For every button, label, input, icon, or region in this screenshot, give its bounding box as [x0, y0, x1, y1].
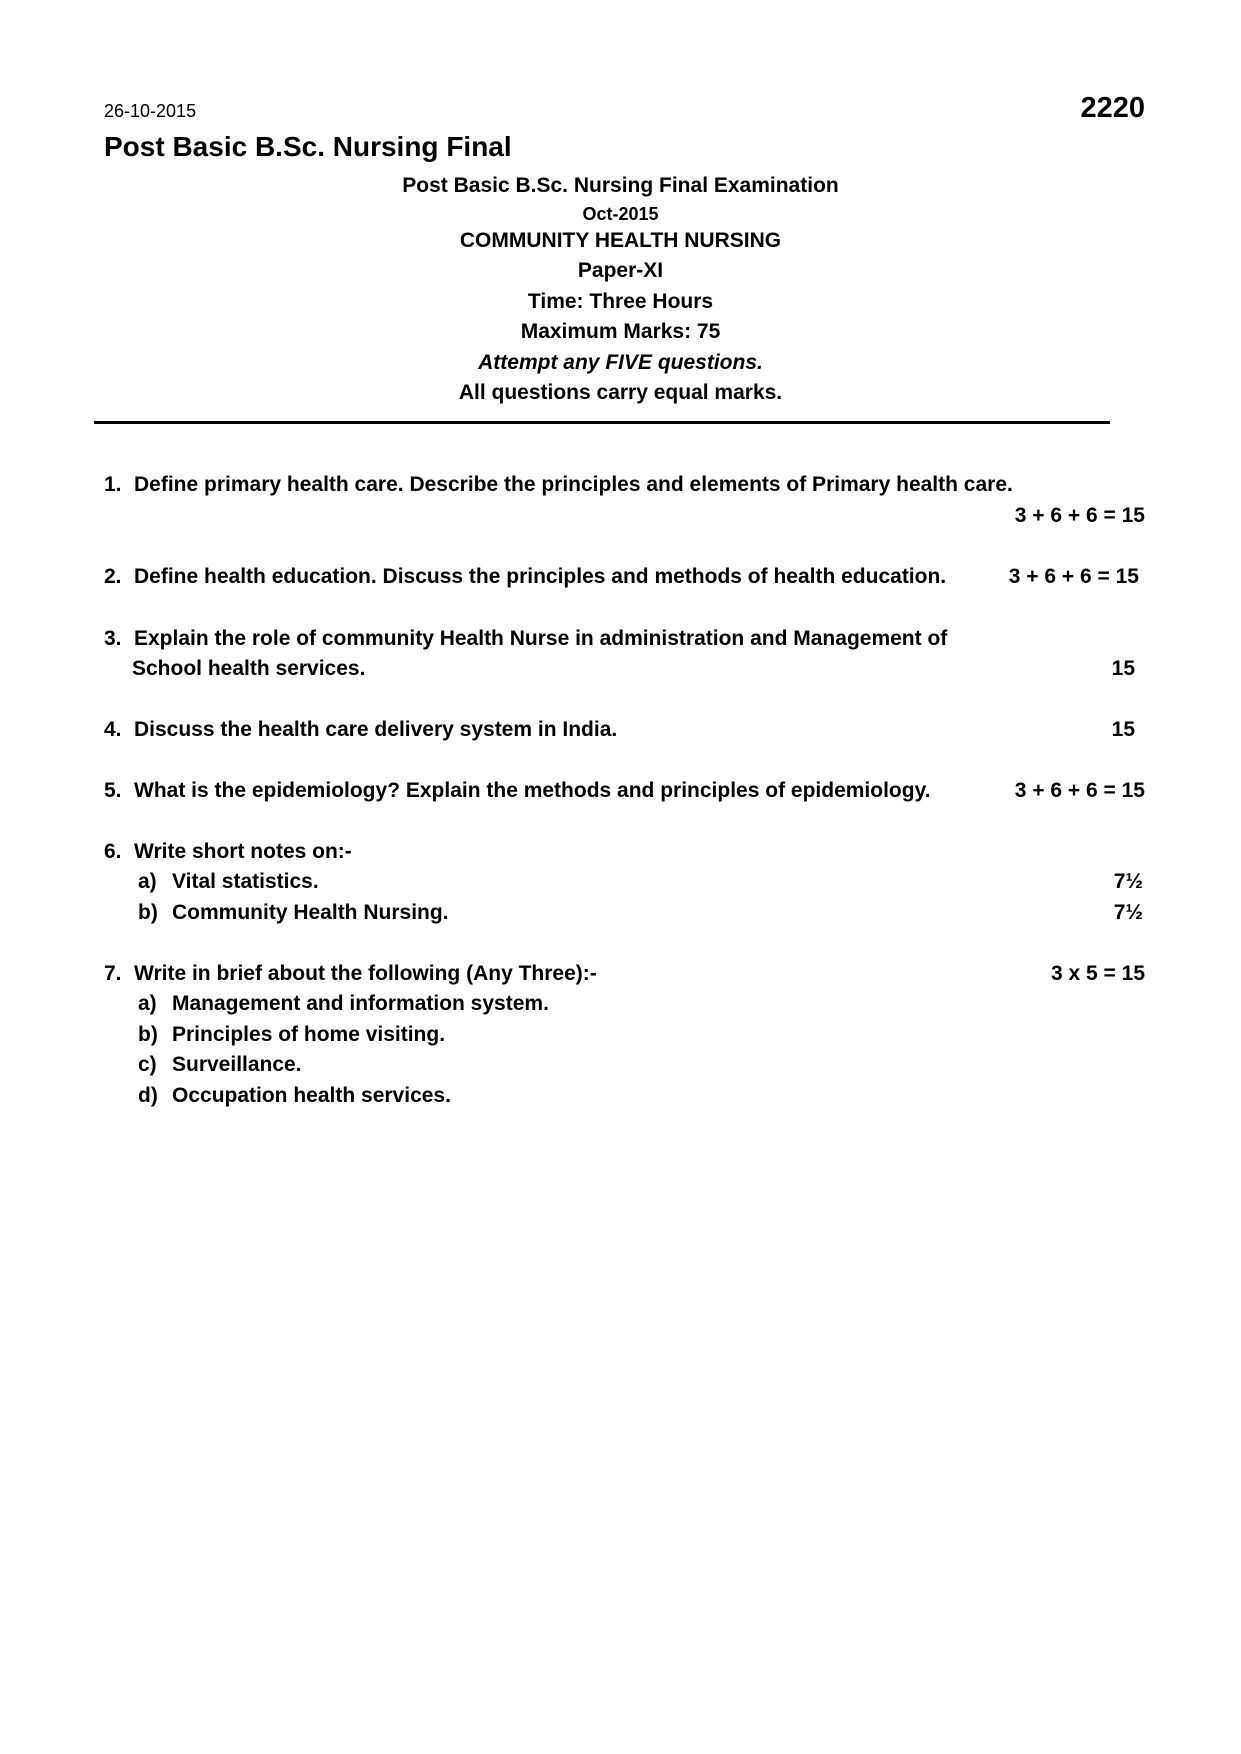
question-text: Write short notes on:-: [134, 840, 352, 863]
sub-question-letter: d): [138, 1084, 158, 1107]
question-text-continued: School health services.: [132, 657, 366, 680]
header-divider: [94, 421, 1110, 424]
sub-question-text: Vital statistics.: [172, 870, 319, 893]
sub-question-6a: [138, 870, 319, 894]
marks-note: All questions carry equal marks.: [458, 381, 783, 404]
question-text: Explain the role of community Health Nurse in administration and Management of: [134, 627, 948, 650]
sub-question-letter: b): [138, 901, 158, 924]
question-2: [104, 565, 1145, 589]
sub-question-letter: c): [138, 1053, 157, 1076]
question-text: Define health education. Discuss the principles and methods of health education.: [134, 565, 947, 588]
instruction-text: Attempt any FIVE questions.: [478, 350, 763, 374]
sub-question-letter: a): [138, 992, 157, 1015]
sub-question-text: Surveillance.: [172, 1053, 302, 1076]
question-7: [104, 962, 1145, 1107]
exam-date: 26-10-2015: [104, 101, 197, 121]
paper-number: Paper-XI: [577, 259, 664, 282]
question-text: Discuss the health care delivery system in India.: [134, 718, 618, 741]
time-allowed: Time: Three Hours: [527, 289, 714, 313]
question-3: [104, 627, 1145, 680]
sub-question-letter: b): [138, 1023, 158, 1046]
question-text: Define primary health care. Describe the principles and elements of Primary health care.: [134, 473, 1013, 496]
question-number: 6.: [104, 840, 122, 863]
paper-code: 2220: [1080, 92, 1145, 124]
question-4: [104, 718, 1145, 742]
question-6: [104, 840, 1145, 924]
question-number: 3.: [104, 627, 122, 650]
question-number: 2.: [104, 565, 122, 588]
question-marks: 3 + 6 + 6 = 15: [1014, 779, 1145, 802]
question-number: 1.: [104, 473, 122, 496]
question-marks: 15: [1111, 657, 1135, 680]
sub-question-text: Management and information system.: [172, 992, 549, 1015]
course-title: Post Basic B.Sc. Nursing Final: [104, 131, 512, 162]
sub-question-marks: 7½: [1113, 901, 1143, 924]
sub-question-6b: [138, 901, 449, 925]
exam-name: Post Basic B.Sc. Nursing Final Examination: [402, 174, 839, 197]
sub-question-text: Principles of home visiting.: [172, 1023, 446, 1046]
sub-question-text: Occupation health services.: [172, 1084, 451, 1107]
sub-question-text: Community Health Nursing.: [172, 901, 449, 924]
question-text: What is the epidemiology? Explain the methods and principles of epidemiology.: [134, 779, 931, 802]
question-1: [104, 473, 1145, 527]
question-marks: 3 + 6 + 6 = 15: [1008, 565, 1139, 588]
sub-question-letter: a): [138, 870, 157, 893]
sub-question-7d: [138, 1084, 451, 1108]
question-number: 5.: [104, 779, 122, 802]
sub-question-7b: [138, 1023, 445, 1047]
exam-session: Oct-2015: [582, 203, 659, 224]
question-number: 4.: [104, 718, 122, 741]
question-marks: 15: [1111, 718, 1135, 741]
sub-question-7c: [138, 1053, 302, 1077]
subject-title: COMMUNITY HEALTH NURSING: [459, 228, 782, 252]
question-5: [104, 779, 1145, 803]
question-marks: 3 + 6 + 6 = 15: [1014, 504, 1145, 527]
question-number: 7.: [104, 962, 122, 985]
sub-question-7a: [138, 992, 549, 1016]
question-marks: 3 x 5 = 15: [1051, 962, 1145, 985]
sub-question-marks: 7½: [1113, 870, 1143, 893]
maximum-marks: Maximum Marks: 75: [520, 320, 721, 343]
question-text: Write in brief about the following (Any Three):-: [134, 962, 597, 985]
exam-header: [0, 171, 1241, 409]
